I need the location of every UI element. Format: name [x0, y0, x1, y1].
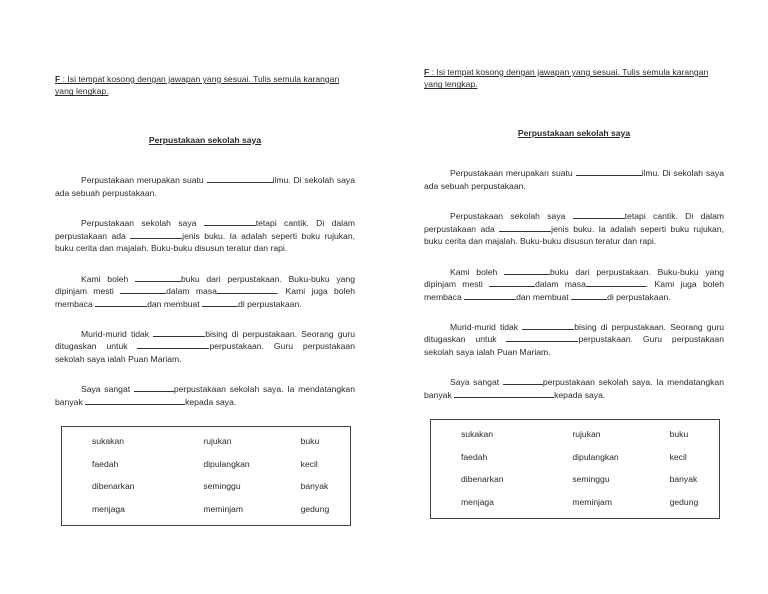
blank-field[interactable] — [207, 174, 273, 183]
word: banyak — [300, 481, 329, 492]
blank-field[interactable] — [454, 389, 554, 398]
text: . Kami juga boleh membaca — [424, 279, 725, 302]
text: Perpustakaan sekolah saya — [81, 218, 204, 229]
worksheet-left — [55, 73, 355, 526]
instruction-label: F — [424, 67, 430, 77]
paragraph-2 — [55, 217, 355, 254]
essay-title: Perpustakaan sekolah saya — [517, 127, 631, 138]
instruction-label: F — [55, 74, 61, 84]
text: tetapi cantik. Di dalam perpustakaan ada — [55, 218, 356, 241]
text: perpustakaan. Guru perpustakaan sekolah saya ialah Puan Mariam. — [424, 334, 724, 357]
text: perpustakaan sekolah saya. Ia mendatangkan banyak — [424, 377, 724, 400]
word: seminggu — [572, 474, 610, 485]
blank-field[interactable] — [95, 298, 147, 307]
blank-field[interactable] — [489, 278, 535, 287]
blank-field[interactable] — [576, 167, 642, 176]
word-bank-row — [431, 447, 719, 469]
blank-field[interactable] — [499, 223, 551, 232]
paragraph-3 — [55, 273, 355, 310]
text: kepada saya. — [185, 396, 237, 407]
paragraph-5 — [55, 383, 355, 408]
word: menjaga — [92, 503, 125, 514]
word: rujukan — [203, 436, 232, 447]
blank-field[interactable] — [134, 383, 174, 392]
word-bank — [430, 419, 720, 519]
blank-field[interactable] — [573, 210, 625, 219]
word-bank-row — [431, 469, 719, 491]
word-bank-row — [62, 431, 350, 453]
blank-field[interactable] — [506, 333, 578, 342]
instruction-text: : Isi tempat kosong dengan jawapan yang sesuai. Tulis semula karangan yang lengkap. — [55, 74, 340, 97]
word-bank — [61, 426, 351, 526]
blank-field[interactable] — [504, 266, 550, 275]
word: faedah — [461, 451, 488, 462]
word: dibenarkan — [461, 474, 504, 485]
text: buku dari perpustakaan. Buku-buku yang dipinjam mesti — [424, 266, 725, 290]
word-bank-row — [431, 492, 719, 514]
instruction — [424, 66, 724, 91]
word: banyak — [669, 474, 698, 485]
word-bank-row — [62, 454, 350, 476]
blank-field[interactable] — [130, 230, 182, 239]
text: Murid-murid tidak — [81, 328, 154, 339]
word: dipulangkan — [572, 451, 619, 462]
blank-field[interactable] — [204, 217, 256, 226]
word: buku — [669, 429, 689, 440]
instruction-text: : Isi tempat kosong dengan jawapan yang sesuai. Tulis semula karangan yang lengkap. — [424, 67, 709, 90]
text: bising di perpustakaan. Seorang guru ditugaskan untuk — [55, 328, 355, 352]
worksheet-right — [424, 66, 724, 519]
text: dalam masa — [166, 286, 217, 297]
blank-field[interactable] — [135, 273, 181, 282]
text: Saya sangat — [450, 377, 503, 388]
word: menjaga — [461, 496, 494, 507]
paragraph-5 — [424, 376, 724, 401]
blank-field[interactable] — [464, 291, 516, 300]
blank-field[interactable] — [202, 298, 238, 307]
word: kecil — [300, 458, 318, 469]
instruction — [55, 73, 355, 98]
word: meminjam — [572, 496, 612, 507]
text: di perpustakaan. — [238, 298, 302, 309]
text: tetapi cantik. Di dalam perpustakaan ada — [424, 211, 725, 234]
blank-field[interactable] — [85, 396, 185, 405]
paragraph-1 — [55, 174, 355, 199]
text: jenis buku. Ia adalah seperti buku rujukan, buku cerita dan majalah. Buku-buku disusun teratur dan rapi. — [55, 230, 356, 254]
text: jenis buku. Ia adalah seperti buku rujukan, buku cerita dan majalah. Buku-buku disusun teratur dan rapi. — [424, 223, 725, 247]
word: dipulangkan — [203, 458, 250, 469]
blank-field[interactable] — [120, 285, 166, 294]
word: sukakan — [461, 429, 494, 440]
word: dibenarkan — [92, 481, 135, 492]
blank-field[interactable] — [153, 328, 205, 337]
paragraph-3 — [424, 266, 724, 303]
paragraph-4 — [55, 328, 355, 365]
text: Saya sangat — [81, 384, 134, 395]
word: kecil — [669, 451, 687, 462]
text: Murid-murid tidak — [450, 321, 523, 332]
text: dan membuat — [147, 298, 203, 309]
word: buku — [300, 436, 320, 447]
blank-field[interactable] — [217, 285, 277, 294]
text: dan membuat — [516, 291, 572, 302]
text: ilmu. Di sekolah saya ada sebuah perpustakaan. — [424, 168, 724, 191]
word: rujukan — [572, 429, 601, 440]
word-bank-row — [62, 499, 350, 521]
text: di perpustakaan. — [607, 291, 671, 302]
word: meminjam — [203, 503, 243, 514]
text: Perpustakaan merupakan suatu — [450, 168, 576, 179]
text: Perpustakaan merupakan suatu — [81, 175, 207, 186]
text: Kami boleh — [450, 266, 505, 277]
text: kepada saya. — [554, 389, 606, 400]
text: perpustakaan sekolah saya. Ia mendatangkan banyak — [55, 384, 355, 407]
paragraph-4 — [424, 321, 724, 358]
word: gedung — [300, 503, 330, 514]
word: seminggu — [203, 481, 241, 492]
blank-field[interactable] — [522, 321, 574, 330]
paragraph-1 — [424, 167, 724, 192]
blank-field[interactable] — [571, 291, 607, 300]
blank-field[interactable] — [503, 376, 543, 385]
text: buku dari perpustakaan. Buku-buku yang dipinjam mesti — [55, 273, 356, 297]
word: faedah — [92, 458, 119, 469]
text: perpustakaan. Guru perpustakaan sekolah saya ialah Puan Mariam. — [55, 341, 355, 364]
text: Perpustakaan sekolah saya — [450, 211, 573, 222]
paragraph-2 — [424, 210, 724, 247]
word: gedung — [669, 496, 699, 507]
essay-title: Perpustakaan sekolah saya — [148, 134, 262, 145]
word: sukakan — [92, 436, 125, 447]
blank-field[interactable] — [137, 340, 209, 349]
text: ilmu. Di sekolah saya ada sebuah perpustakaan. — [55, 175, 355, 198]
word-bank-row — [431, 424, 719, 446]
text: dalam masa — [535, 279, 586, 290]
text: . Kami juga boleh membaca — [55, 286, 356, 309]
text: Kami boleh — [81, 273, 136, 284]
word-bank-row — [62, 476, 350, 498]
text: bising di perpustakaan. Seorang guru ditugaskan untuk — [424, 321, 724, 345]
blank-field[interactable] — [586, 278, 646, 287]
